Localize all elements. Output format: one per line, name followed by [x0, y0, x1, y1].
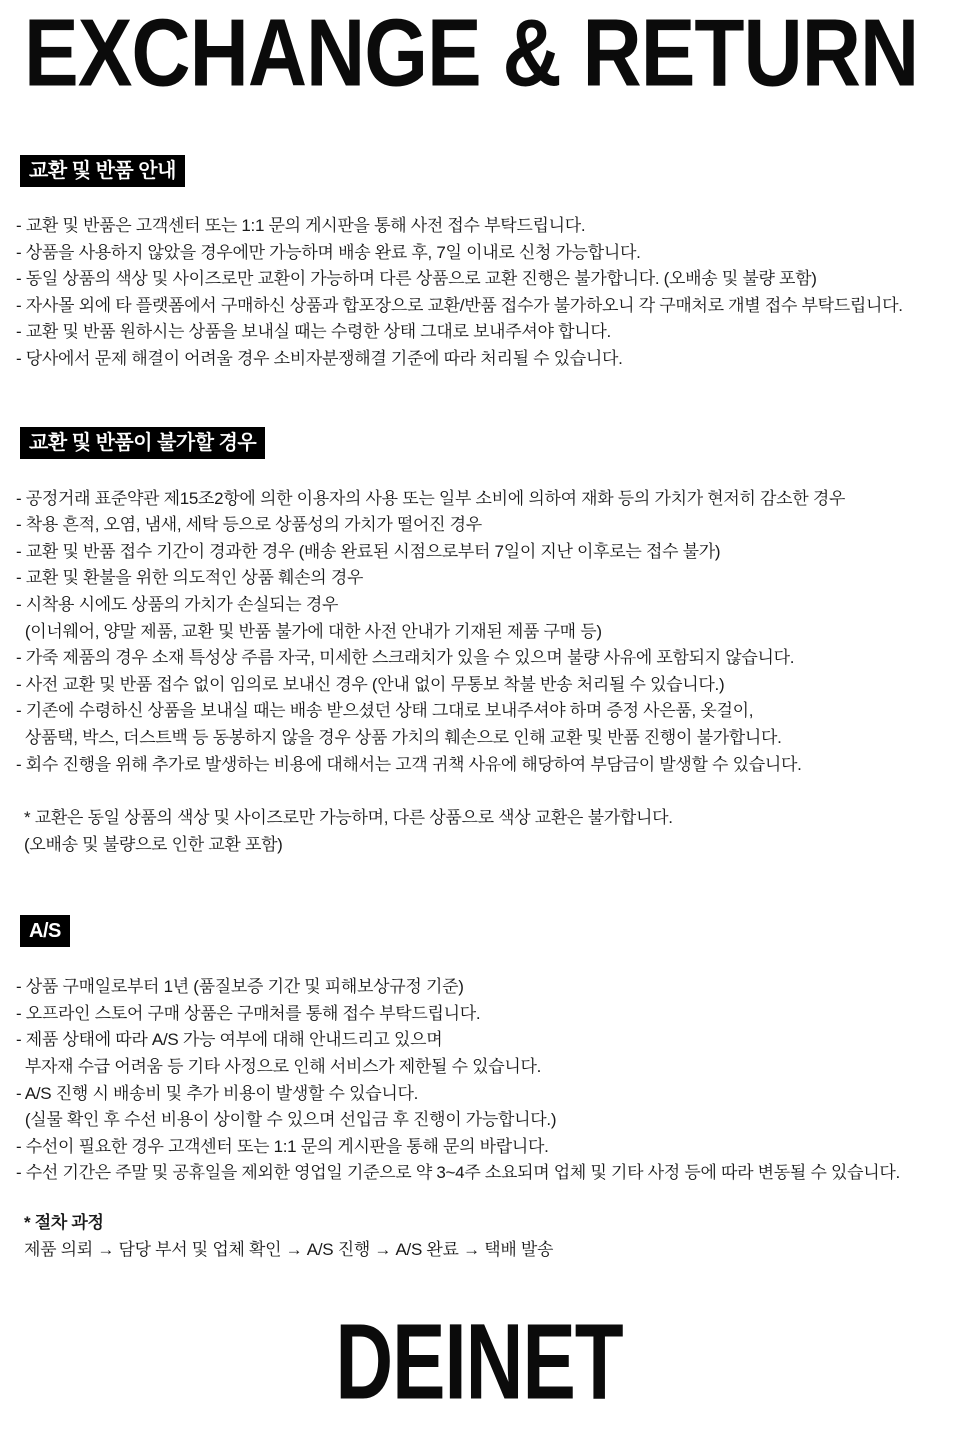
- policy-line: (이너웨어, 양말 제품, 교환 및 반품 불가에 대한 사전 안내가 기재된 제품 구매 등): [16, 621, 602, 641]
- policy-line: - 당사에서 문제 해결이 어려울 경우 소비자분쟁해결 기준에 따라 처리될 수 있습니다.: [16, 348, 623, 368]
- page-title-text: EXCHANGE & RETURN: [24, 0, 919, 107]
- policy-line: - 상품을 사용하지 않았을 경우에만 가능하며 배송 완료 후, 7일 이내로 신청 가능합니다.: [16, 242, 641, 262]
- section-after-service: [16, 915, 942, 1263]
- policy-line: - A/S 진행 시 배송비 및 추가 비용이 발생할 수 있습니다.: [16, 1083, 419, 1103]
- exchange-return-info-badge: 교환 및 반품 안내: [20, 155, 185, 187]
- policy-line: - 가죽 제품의 경우 소재 특성상 주름 자국, 미세한 스크래치가 있을 수 있으며 불량 사유에 포함되지 않습니다.: [16, 648, 795, 668]
- policy-line: - 수선이 필요한 경우 고객센터 또는 1:1 문의 게시판을 통해 문의 바랍니다.: [16, 1136, 549, 1156]
- policy-line: - 회수 진행을 위해 추가로 발생하는 비용에 대해서는 고객 귀책 사유에 해당하여 부담금이 발생할 수 있습니다.: [16, 754, 802, 774]
- section-exchange-return-not-allowed: [16, 427, 942, 859]
- not-allowed-badge: 교환 및 반품이 불가할 경우: [20, 427, 265, 459]
- policy-line: - 오프라인 스토어 구매 상품은 구매처를 통해 접수 부탁드립니다.: [16, 1003, 481, 1023]
- policy-line: - 교환 및 반품 원하시는 상품을 보내실 때는 수령한 상태 그대로 보내주셔야 합니다.: [16, 322, 611, 342]
- note-line: (오배송 및 불량으로 인한 교환 포함): [24, 834, 283, 854]
- section-exchange-return-info: [16, 155, 942, 373]
- policy-line: - 자사몰 외에 타 플랫폼에서 구매하신 상품과 합포장으로 교환/반품 접수가 불가하오니 각 구매처로 개별 접수 부탁드립니다.: [16, 295, 903, 315]
- after-service-badge: A/S: [20, 915, 70, 947]
- as-process: [24, 1210, 942, 1263]
- policy-line: - 교환 및 환불을 위한 의도적인 상품 훼손의 경우: [16, 568, 364, 588]
- not-allowed-list: [16, 486, 942, 779]
- policy-line: - 기존에 수령하신 상품을 보내실 때는 배송 받으셨던 상태 그대로 보내주셔야 하며 증정 사은품, 옷걸이,: [16, 701, 754, 721]
- policy-line: - 제품 상태에 따라 A/S 가능 여부에 대해 안내드리고 있으며: [16, 1030, 443, 1050]
- policy-line: 상품택, 박스, 더스트백 등 동봉하지 않을 경우 상품 가치의 훼손으로 인해 교환 및 반품 진행이 불가합니다.: [16, 727, 782, 747]
- brand-logo-text: DEINET: [335, 1301, 623, 1422]
- brand-logo: [16, 1301, 942, 1428]
- policy-line: - 수선 기간은 주말 및 공휴일을 제외한 영업일 기준으로 약 3~4주 소요되며 업체 및 기타 사정 등에 따라 변동될 수 있습니다.: [16, 1163, 900, 1183]
- policy-line: - 사전 교환 및 반품 접수 없이 임의로 보내신 경우 (안내 없이 무통보 착불 반송 처리될 수 있습니다.): [16, 674, 725, 694]
- policy-line: - 시착용 시에도 상품의 가치가 손실되는 경우: [16, 594, 339, 614]
- policy-line: - 공정거래 표준약관 제15조2항에 의한 이용자의 사용 또는 일부 소비에 의하여 재화 등의 가치가 현저히 감소한 경우: [16, 488, 846, 508]
- policy-line: - 교환 및 반품은 고객센터 또는 1:1 문의 게시판을 통해 사전 접수 부탁드립니다.: [16, 216, 586, 235]
- exchange-note: [24, 805, 942, 858]
- policy-line: - 교환 및 반품 접수 기간이 경과한 경우 (배송 완료된 시점으로부터 7일이 지난 이후로는 접수 불가): [16, 541, 721, 561]
- policy-line: - 동일 상품의 색상 및 사이즈로만 교환이 가능하며 다른 상품으로 교환 진행은 불가합니다. (오배송 및 불량 포함): [16, 269, 817, 289]
- page-title: [24, 0, 942, 107]
- policy-line: - 상품 구매일로부터 1년 (품질보증 기간 및 피해보상규정 기준): [16, 977, 464, 997]
- as-process-title: * 절차 과정: [24, 1213, 104, 1233]
- policy-line: - 착용 흔적, 오염, 냄새, 세탁 등으로 상품성의 가치가 떨어진 경우: [16, 515, 482, 535]
- policy-line: 부자재 수급 어려움 등 기타 사정으로 인해 서비스가 제한될 수 있습니다.: [16, 1057, 542, 1077]
- as-process-flow: 제품 의뢰 → 담당 부서 및 업체 확인 → A/S 진행 → A/S 완료 → 택배 발송: [24, 1239, 554, 1259]
- policy-line: (실물 확인 후 수선 비용이 상이할 수 있으며 선입금 후 진행이 가능합니다.): [16, 1110, 557, 1130]
- note-line: * 교환은 동일 상품의 색상 및 사이즈로만 가능하며, 다른 상품으로 색상 교환은 불가합니다.: [24, 808, 673, 828]
- exchange-return-info-list: [16, 213, 942, 373]
- after-service-list: [16, 974, 942, 1187]
